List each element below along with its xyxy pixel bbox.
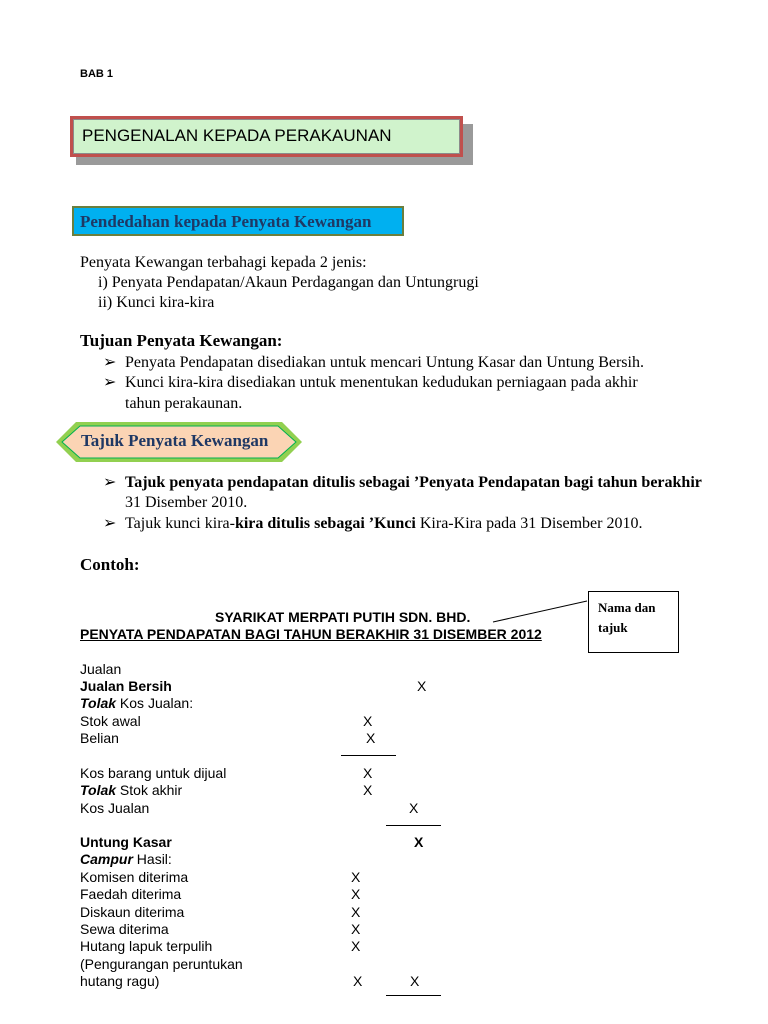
subtotal-rule [341,755,396,756]
row-pengurangan: (Pengurangan peruntukan [80,956,243,972]
subtotal-rule [386,995,441,996]
mark-diskaun: X [351,904,361,920]
purpose-heading: Tujuan Penyata Kewangan: [80,331,283,350]
mark-faedah: X [351,886,361,902]
section-heading: Pendedahan kepada Penyata Kewangan [80,212,372,231]
bullet-arrow-icon: ➢ [103,515,117,532]
stok-akhir-label: Stok akhir [116,782,183,798]
campur-label: Campur [80,851,133,867]
tajuk-bullet-2-part1: Tajuk kunci kira- [125,515,235,532]
row-kos-jualan: Kos Jualan [80,800,150,816]
row-jualan-bersih: Jualan Bersih [80,678,172,694]
tajuk-bullet-2-part3: Kira-Kira pada 31 Disember 2010. [415,515,643,532]
chapter-label: BAB 1 [80,68,114,80]
row-tolak-stok-akhir [80,782,182,799]
callout-pointer [490,598,590,628]
company-name: SYARIKAT MERPATI PUTIH SDN. BHD. [215,609,471,625]
purpose-bullet-2-cont: tahun perakaunan. [125,395,243,412]
mark-komisen: X [351,869,361,885]
intro-item-1: i) Penyata Pendapatan/Akaun Perdagangan dan Untungrugi [98,274,479,291]
bullet-arrow-icon: ➢ [103,374,117,391]
title-box [70,116,463,157]
mark-hutang-ragu-total: X [410,973,420,989]
tajuk-bullet-1: Tajuk penyata pendapatan ditulis sebagai ’Penyata Pendapatan bagi tahun berakhir [125,474,702,491]
title-inner [73,119,460,154]
statement-heading: PENYATA PENDAPATAN BAGI TAHUN BERAKHIR 31 DISEMBER 2012 [80,626,542,642]
tajuk-bullet-2 [125,514,642,534]
purpose-bullet-1: Penyata Pendapatan disediakan untuk mencari Untung Kasar dan Untung Bersih. [125,354,644,371]
row-diskaun: Diskaun diterima [80,904,185,920]
mark-kos-jualan: X [409,800,419,816]
row-hutang-lapuk: Hutang lapuk terpulih [80,938,213,954]
row-sewa: Sewa diterima [80,921,169,937]
page-title: PENGENALAN KEPADA PERAKAUNAN [82,126,392,145]
row-faedah: Faedah diterima [80,886,182,902]
mark-untung-kasar: X [414,834,424,850]
tolak-label: Tolak [80,782,117,798]
tajuk-bullet-2-part2: kira ditulis sebagai ’Kunci [234,515,416,532]
purpose-bullet-2: Kunci kira-kira disediakan untuk menentukan kedudukan perniagaan pada akhir [125,374,638,391]
row-kos-barang: Kos barang untuk dijual [80,765,227,781]
mark-stok-awal: X [363,713,373,729]
row-komisen: Komisen diterima [80,869,189,885]
tajuk-bullet-1-cont: 31 Disember 2010. [125,494,248,511]
bullet-arrow-icon: ➢ [103,474,117,491]
mark-stok-akhir: X [363,782,373,798]
tolak-label: Tolak [80,695,117,711]
mark-sewa: X [351,921,361,937]
mark-hutang-ragu: X [353,973,363,989]
row-campur-hasil [80,851,172,868]
row-jualan: Jualan [80,661,122,677]
mark-belian: X [366,730,376,746]
kos-jualan-header: Kos Jualan: [116,695,194,711]
row-untung-kasar: Untung Kasar [80,834,172,850]
row-stok-awal: Stok awal [80,713,141,729]
mark-kos-barang: X [363,765,373,781]
intro-item-2: ii) Kunci kira-kira [98,294,215,311]
row-belian: Belian [80,730,119,746]
subtotal-rule [386,825,441,826]
bullet-arrow-icon: ➢ [103,354,117,371]
hasil-label: Hasil: [132,851,172,867]
callout-text: Nama dan tajuk [598,600,656,635]
mark-hutang-lapuk: X [351,938,361,954]
intro-line: Penyata Kewangan terbahagi kepada 2 jenis: [80,254,367,271]
example-label: Contoh: [80,555,140,574]
section-heading-box [72,206,404,236]
row-hutang-ragu: hutang ragu) [80,973,160,989]
callout-box [588,591,679,653]
mark-jualan-bersih: X [417,678,427,694]
row-tolak-kos-jualan [80,695,193,712]
tajuk-badge-label: Tajuk Penyata Kewangan [81,431,269,450]
